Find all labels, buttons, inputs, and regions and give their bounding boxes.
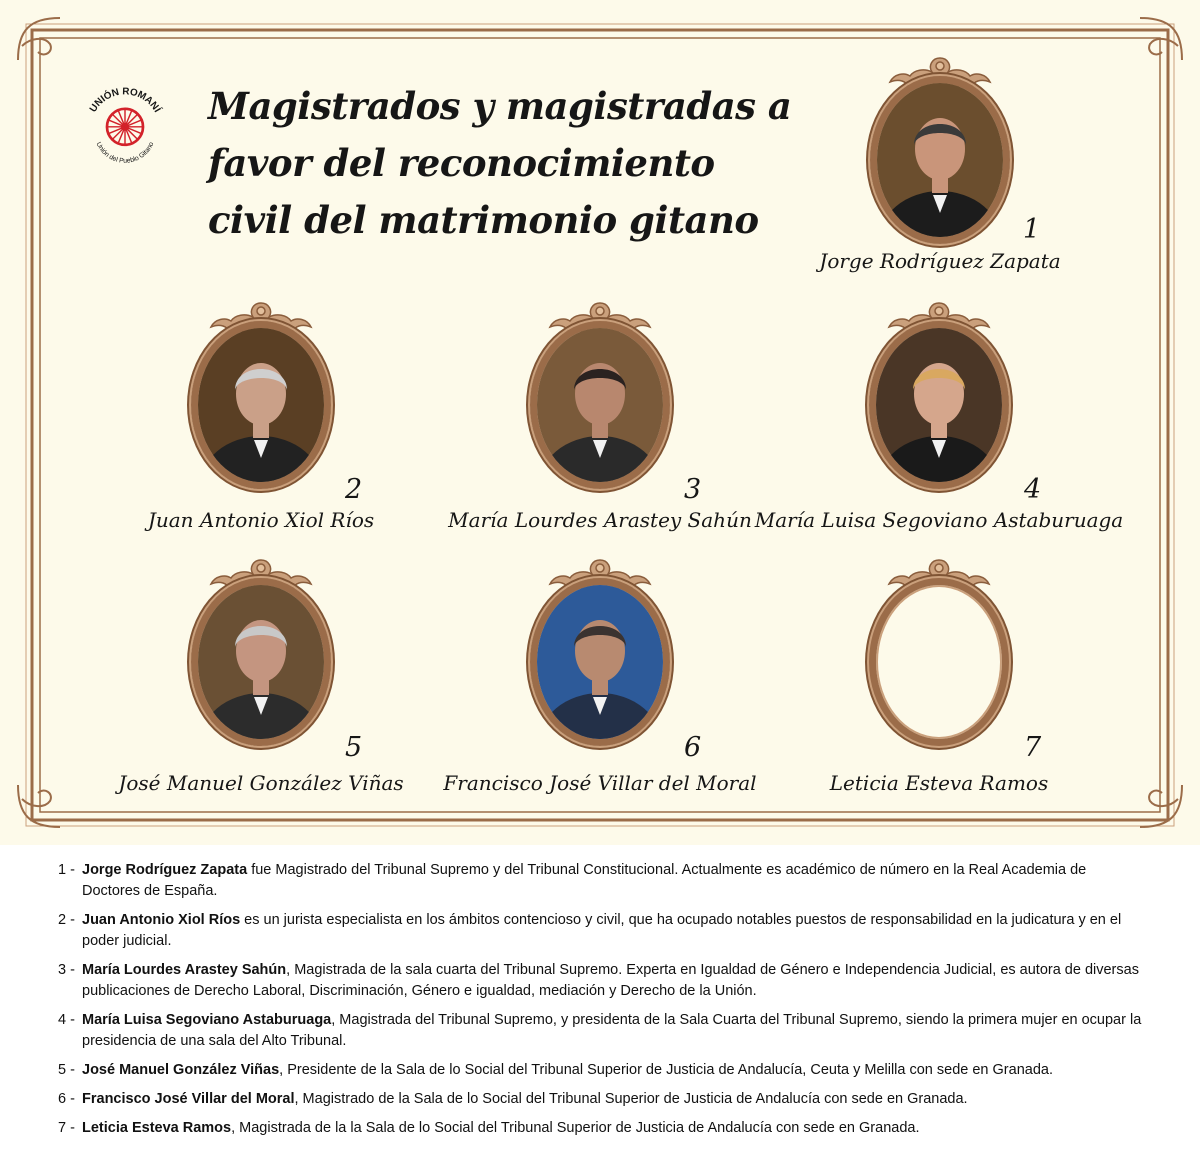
portrait-name: José Manuel González Viñas [118,771,404,795]
biography-list [58,860,1148,1147]
person-silhouette-icon [198,585,324,739]
portrait-name: Francisco José Villar del Moral [443,771,757,795]
portrait-number: 1 [1023,214,1041,245]
person-silhouette-icon [537,585,663,739]
portrait-photo [191,321,331,489]
biography-item [58,960,1148,1002]
person-silhouette-icon [537,328,663,482]
logo-bottom-text: Unión del Pueblo Gitano [94,141,156,165]
biography-text: , Magistrada de la sala cuarta del Tribunal Supremo. Experta en Igualdad de Género e Independencia Judicial, es autora de diversas publicaciones de Derecho Laboral, Discriminación, Género e igualdad, mediación y Derecho de la Unión. [82,962,1139,999]
biography-index: 3 - [58,962,75,978]
portrait-number: 6 [684,732,702,763]
portrait-name: María Lourdes Arastey Sahún [448,508,752,532]
poster-title [208,78,808,249]
biography-item [58,1060,1148,1081]
person-silhouette-icon [877,83,1003,237]
biography-name: Leticia Esteva Ramos [82,1120,232,1136]
portrait-number: 3 [684,474,702,505]
biography-index: 6 - [58,1091,75,1107]
portrait-number: 2 [345,474,363,505]
title-line-1: Magistrados y magistradas a [208,84,792,128]
biography-name: Juan Antonio Xiol Ríos [82,912,241,928]
roma-wheel-icon [107,109,143,145]
title-line-2: favor del reconocimiento [208,141,715,185]
biography-text: es un jurista especialista en los ámbitos contencioso y civil, que ha ocupado notables puestos de responsabilidad en la judicatura y en el poder judicial. [82,912,1122,949]
union-romani-logo [80,80,170,170]
biography-name: Jorge Rodríguez Zapata [82,862,248,878]
portrait-photo [870,76,1010,244]
biography-item [58,860,1148,902]
portrait-photo [530,321,670,489]
biography-item [58,1118,1148,1139]
biography-index: 2 - [58,912,75,928]
person-silhouette-icon [876,328,1002,482]
biography-item [58,910,1148,952]
portrait-photo [530,578,670,746]
biography-item [58,1010,1148,1052]
biography-text: , Magistrado de la Sala de lo Social del Tribunal Superior de Justicia de Andalucía con sede en Granada. [294,1091,968,1107]
portrait-name: María Luisa Segoviano Astaburuaga [754,508,1124,532]
biography-text: , Magistrada de la la Sala de lo Social del Tribunal Superior de Justicia de Andalucía con sede en Granada. [231,1120,920,1136]
biography-name: María Luisa Segoviano Astaburuaga [82,1012,332,1028]
portrait-name: Jorge Rodríguez Zapata [819,249,1061,273]
biography-name: Francisco José Villar del Moral [82,1091,295,1107]
logo-top-text: UNIÓN ROMANÍ [87,86,163,115]
portrait-number: 7 [1024,732,1042,763]
portrait-photo [191,578,331,746]
person-silhouette-icon [198,328,324,482]
portrait-photo [869,321,1009,489]
biography-name: María Lourdes Arastey Sahún [82,962,287,978]
biography-name: José Manuel González Viñas [82,1062,280,1078]
portrait-name: Leticia Esteva Ramos [829,771,1049,795]
biography-index: 7 - [58,1120,75,1136]
portrait-number: 4 [1024,474,1042,505]
biography-item [58,1089,1148,1110]
biography-index: 5 - [58,1062,75,1078]
biography-text: , Presidente de la Sala de lo Social del Tribunal Superior de Justicia de Andalucía, Ceuta y Melilla con sede en Granada. [279,1062,1053,1078]
empty-portrait-frame [869,578,1009,746]
title-line-3: civil del matrimonio gitano [208,198,759,242]
biography-text: fue Magistrado del Tribunal Supremo y del Tribunal Constitucional. Actualmente es académico de número en la Real Academia de Doctores de España. [82,862,1087,899]
portrait-number: 5 [345,732,363,763]
portrait-name: Juan Antonio Xiol Ríos [147,508,375,532]
biography-index: 4 - [58,1012,75,1028]
biography-index: 1 - [58,862,75,878]
biography-text: , Magistrada del Tribunal Supremo, y presidenta de la Sala Cuarta del Tribunal Supremo, siendo la primera mujer en ocupar la presidencia de una sala del Alto Tribunal. [82,1012,1142,1049]
